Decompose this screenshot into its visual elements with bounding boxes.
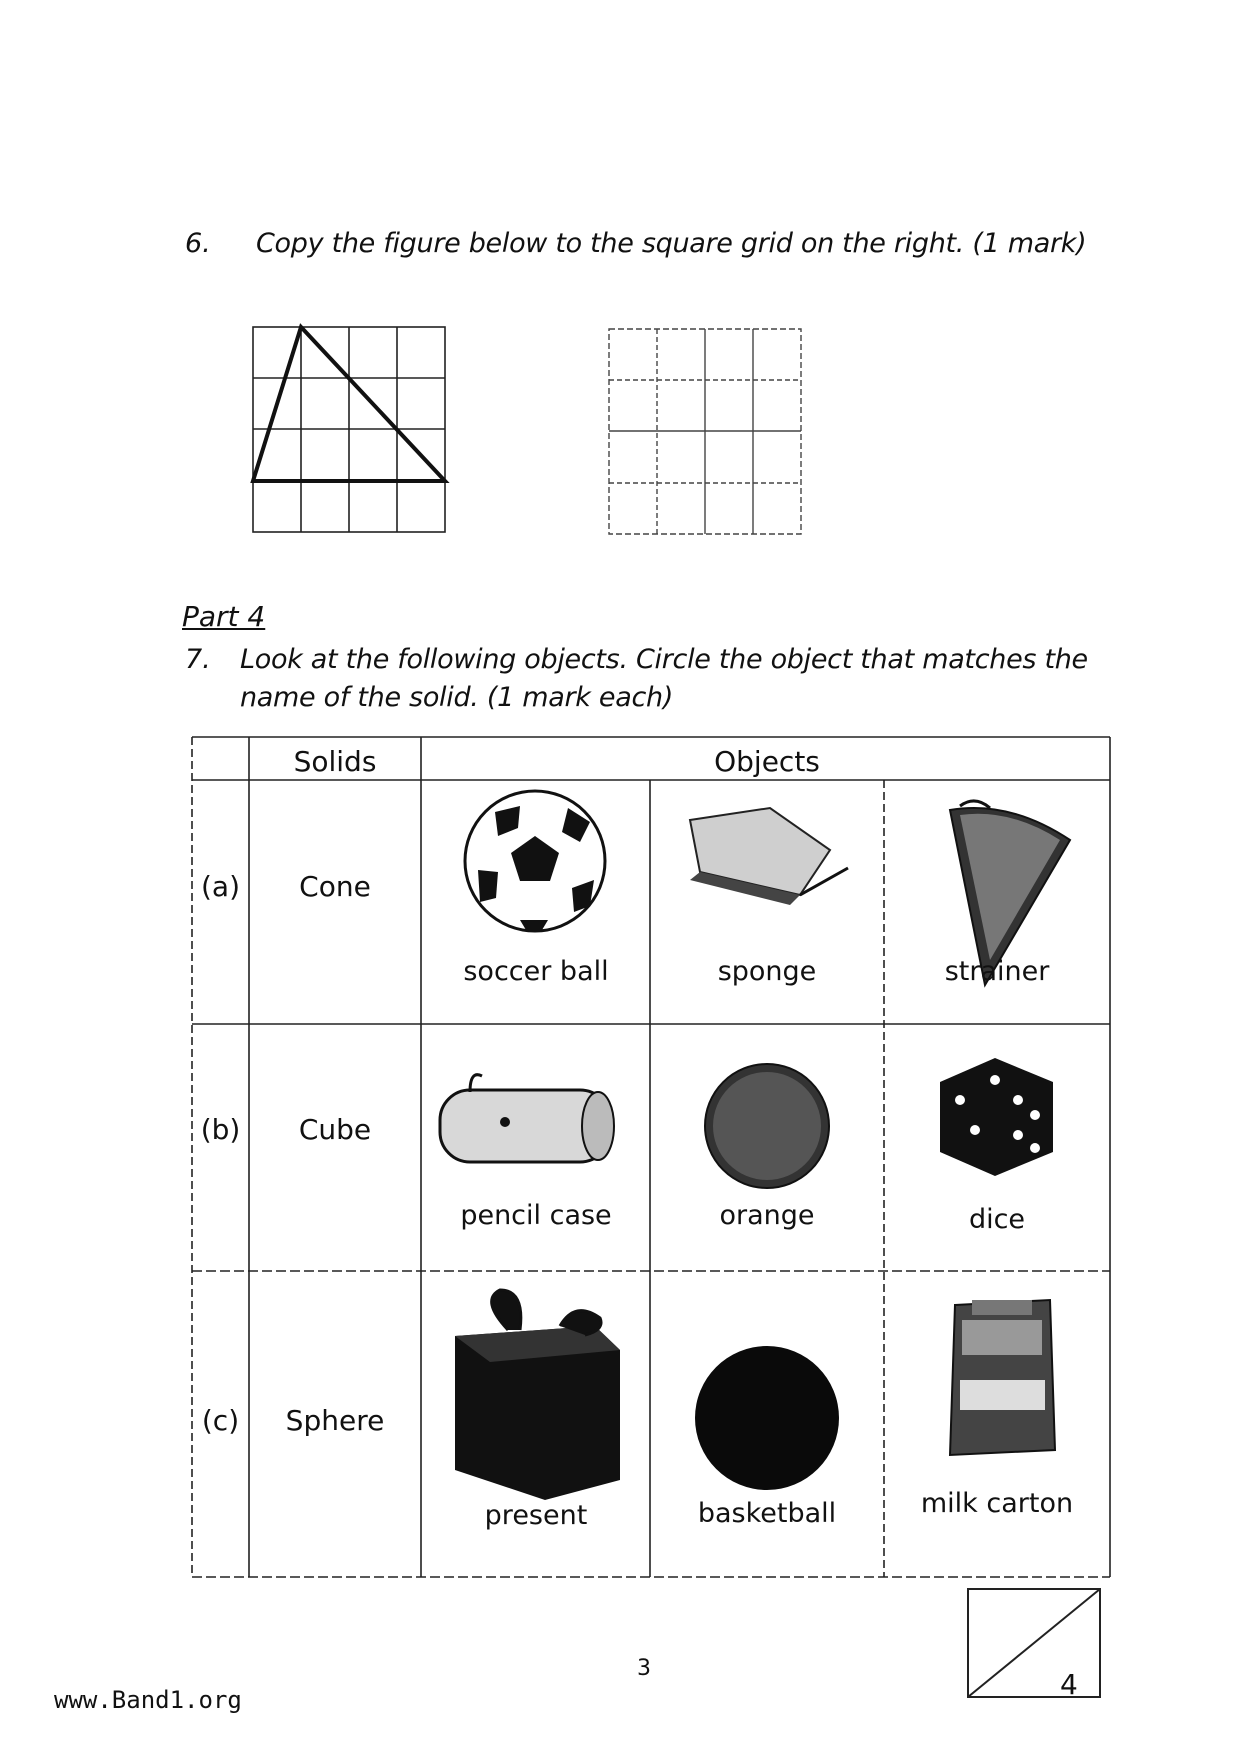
object-label-pencil-case[interactable]: pencil case: [460, 1200, 612, 1231]
row-c-letter: (c): [201, 1404, 240, 1437]
object-label-sponge[interactable]: sponge: [717, 956, 817, 987]
figure-grid: [253, 327, 445, 532]
object-label-strainer[interactable]: strainer: [944, 956, 1050, 987]
question-7-line-1: Look at the following objects. Circle the object that matches the: [240, 644, 1088, 675]
question-6-number: 6.: [185, 228, 211, 259]
object-label-present[interactable]: present: [484, 1500, 588, 1531]
object-label-orange[interactable]: orange: [719, 1200, 815, 1231]
present-image[interactable]: [455, 1290, 620, 1500]
dice-image[interactable]: [940, 1058, 1053, 1176]
row-a-solid: Cone: [299, 870, 371, 903]
object-label-soccer-ball[interactable]: soccer ball: [463, 956, 609, 987]
milk-carton-image[interactable]: [950, 1300, 1055, 1455]
row-b-solid: Cube: [298, 1113, 372, 1146]
basketball-image[interactable]: [695, 1346, 839, 1490]
object-label-milk-carton[interactable]: milk carton: [920, 1488, 1074, 1519]
solids-header: Solids: [293, 745, 377, 778]
score-box: [968, 1589, 1100, 1697]
object-label-basketball[interactable]: basketball: [697, 1498, 837, 1529]
row-c-solid: Sphere: [285, 1404, 385, 1437]
question-6-text: Copy the figure below to the square grid on the right. (1 mark): [256, 228, 1087, 259]
objects-header: Objects: [714, 745, 820, 778]
orange-image[interactable]: [705, 1064, 829, 1188]
page-number: 3: [637, 1656, 651, 1681]
pencil-case-image[interactable]: [440, 1075, 614, 1162]
question-7-number: 7.: [185, 644, 211, 675]
score-value: 4: [1060, 1668, 1078, 1701]
part-4-heading: Part 4: [182, 600, 266, 633]
row-b-letter: (b): [200, 1113, 241, 1146]
object-label-dice[interactable]: dice: [968, 1204, 1026, 1235]
question-7-line-2: name of the solid. (1 mark each): [240, 682, 674, 713]
watermark-url: www.Band1.org: [54, 1686, 242, 1714]
sponge-image[interactable]: [690, 808, 848, 905]
row-a-letter: (a): [200, 870, 240, 903]
answer-grid[interactable]: [609, 329, 801, 534]
soccer-ball-image[interactable]: [465, 791, 605, 931]
